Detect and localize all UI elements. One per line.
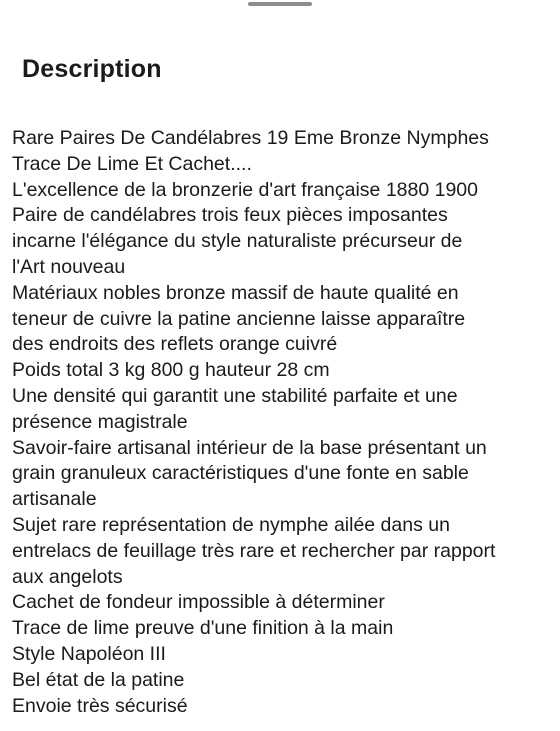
description-line: Matériaux nobles bronze massif de haute qualité en [12,281,459,304]
description-line: teneur de cuivre la patine ancienne laisse apparaître [12,307,466,330]
description-line: Style Napoléon III [12,642,166,665]
description-line: Paire de candélabres trois feux pièces imposantes [12,204,448,227]
description-line: aux angelots [12,565,123,588]
description-line: Une densité qui garantit une stabilité parfaite et une [12,384,458,407]
description-line: L'excellence de la bronzerie d'art française 1880 1900 [12,178,479,201]
description-line: Cachet de fondeur impossible à déterminer [12,591,385,614]
sheet-title: Description [22,55,162,83]
description-line: présence magistrale [12,410,188,433]
description-line: Envoie très sécurisé [12,694,188,717]
description-line: Trace De Lime Et Cachet.... [12,152,252,175]
description-line: Rare Paires De Candélabres 19 Eme Bronze Nymphes [12,127,489,149]
description-line: artisanale [12,488,97,511]
description-line: Sujet rare représentation de nymphe ailée dans un [12,513,450,536]
description-line: des endroits des reflets orange cuivré [12,333,338,356]
description-line: Bel état de la patine [12,668,185,691]
description-line: incarne l'élégance du style naturaliste précurseur de [12,230,463,253]
description-text [12,126,556,719]
description-line: grain granuleux caractéristiques d'une fonte en sable [12,462,469,485]
sheet-drag-handle[interactable] [248,2,312,6]
description-line: Poids total 3 kg 800 g hauteur 28 cm [12,359,330,382]
description-line: Savoir-faire artisanal intérieur de la base présentant un [12,436,487,459]
description-line: Trace de lime preuve d'une finition à la main [12,617,394,640]
description-line: entrelacs de feuillage très rare et rechercher par rapport [12,539,496,562]
description-line: l'Art nouveau [12,255,126,278]
